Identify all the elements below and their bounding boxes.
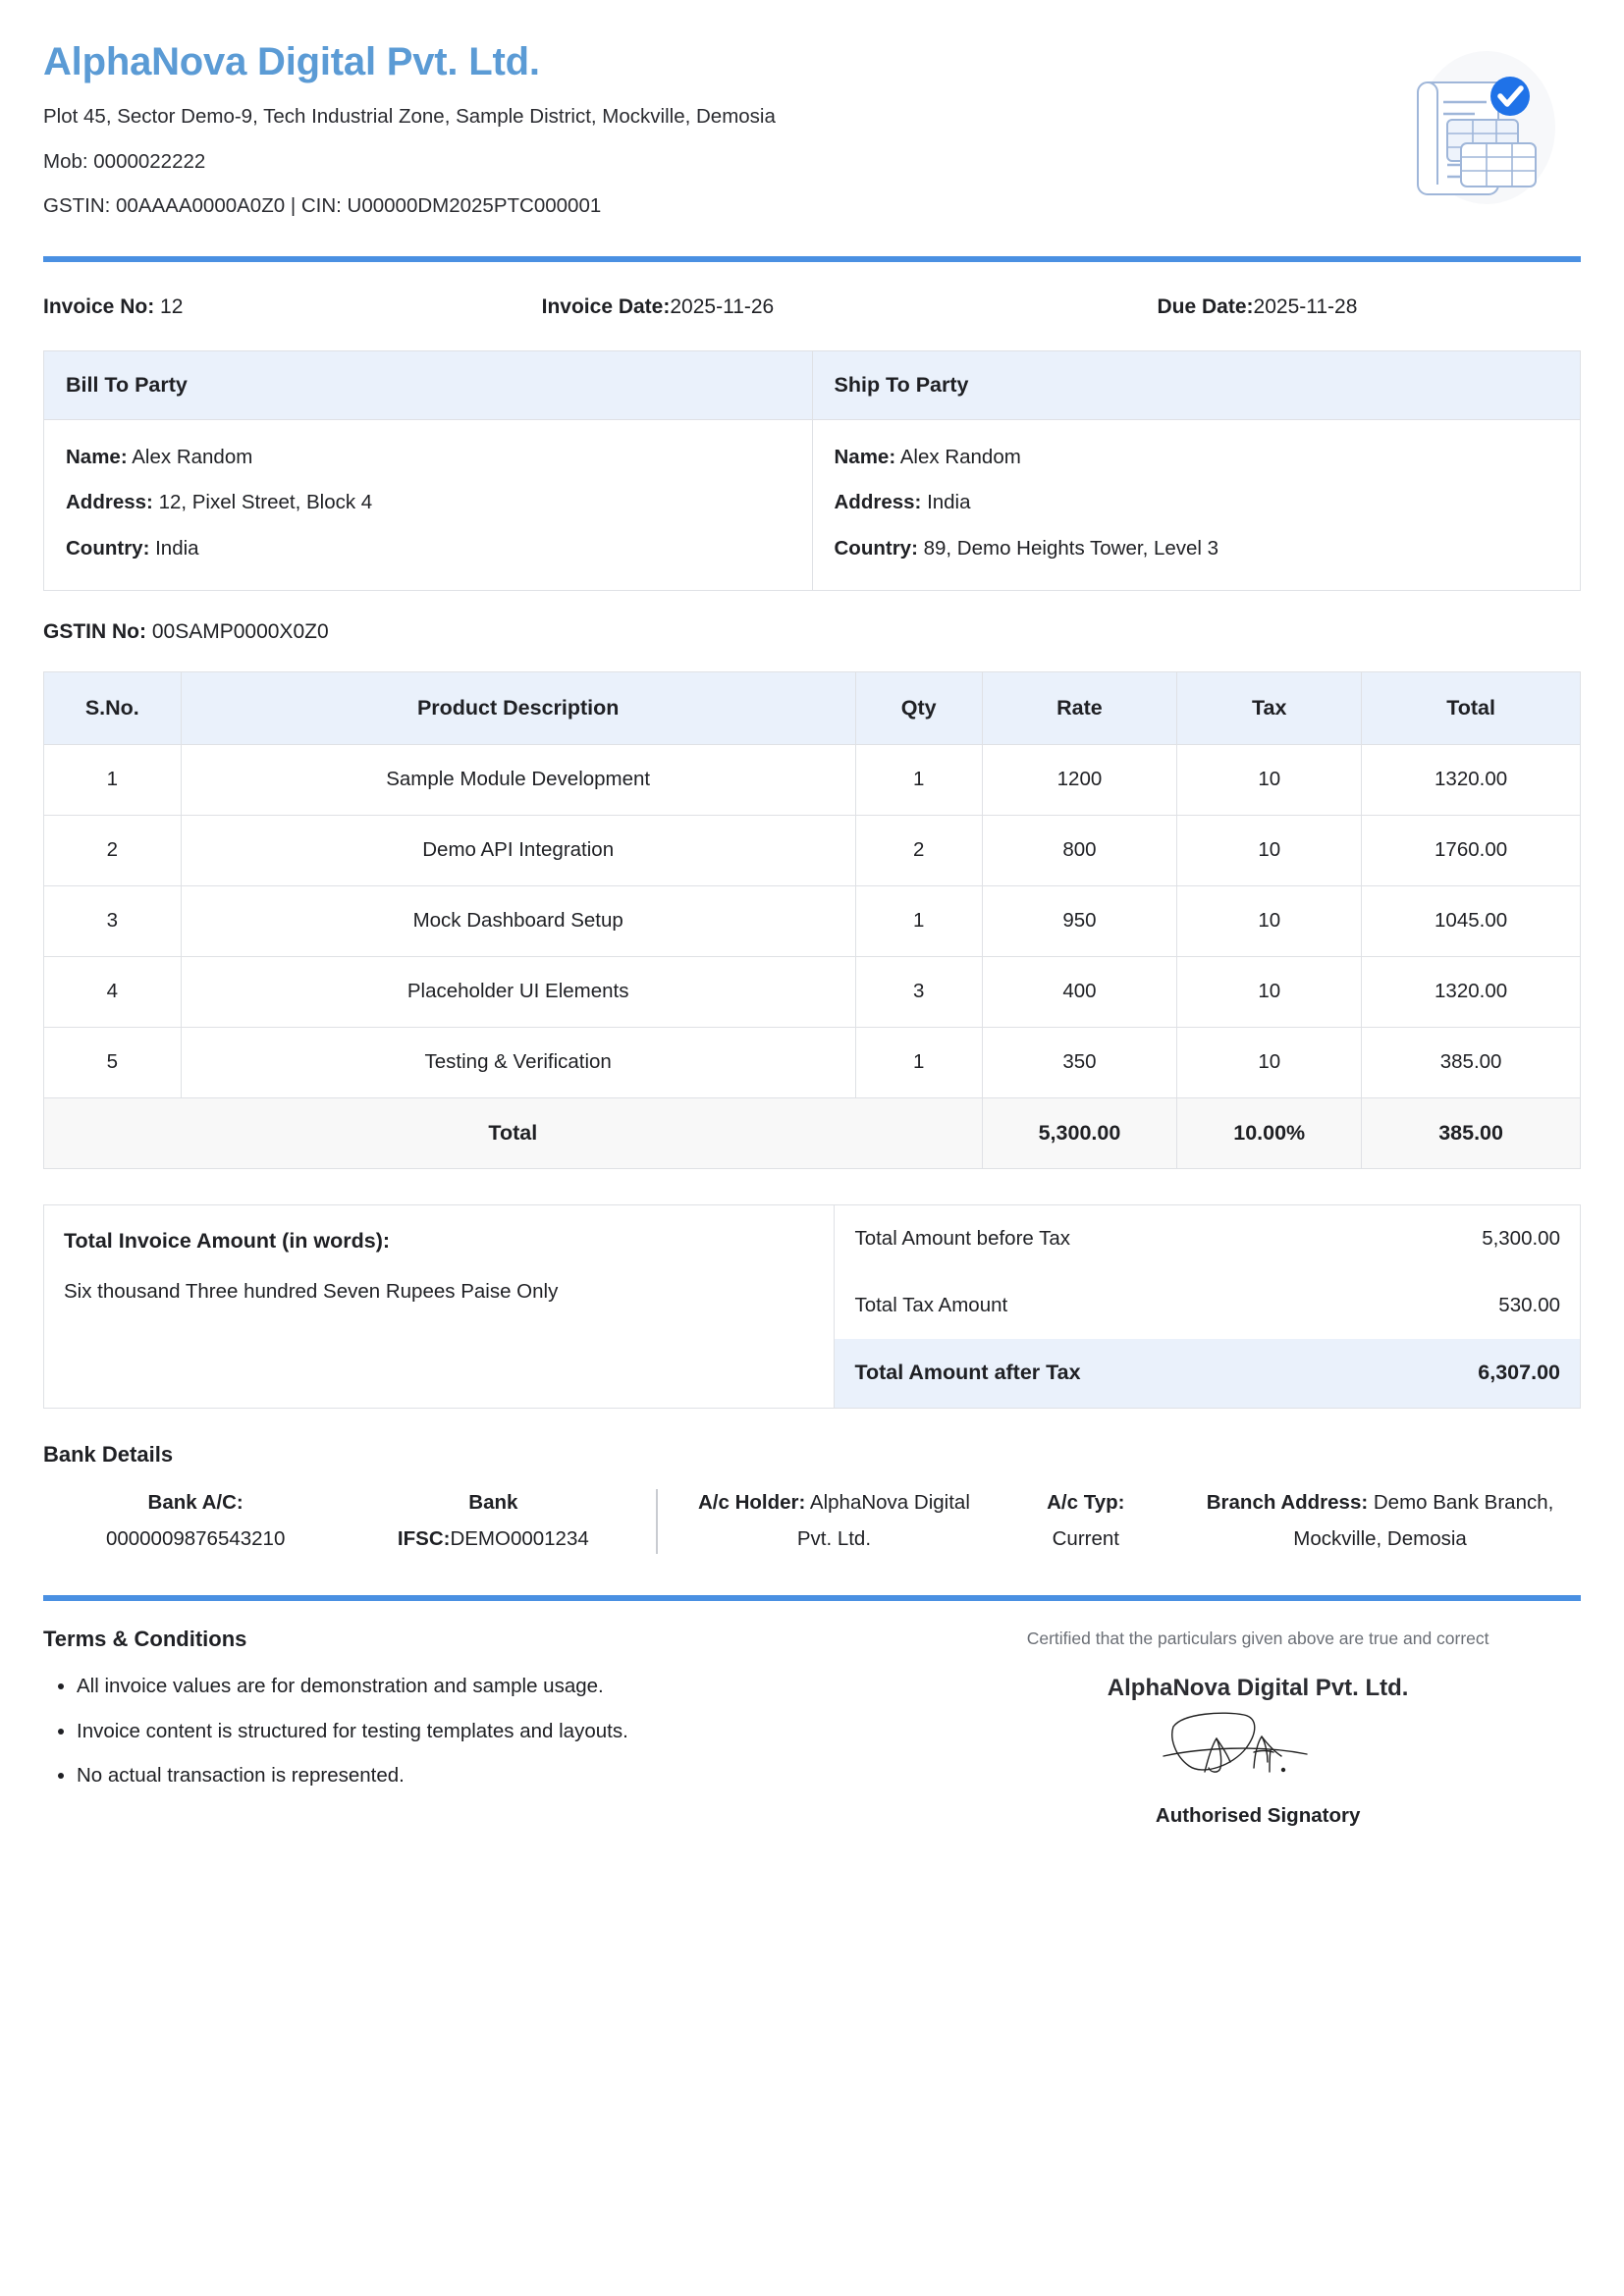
bank-ifsc	[348, 1489, 638, 1554]
bank-holder-label: A/c Holder:	[697, 1490, 806, 1514]
invoice-header	[39, 41, 1585, 219]
cell-qty: 1	[855, 744, 982, 815]
bank-branch	[1179, 1489, 1581, 1554]
bank-details	[43, 1489, 1581, 1554]
cell-total: 1320.00	[1362, 956, 1581, 1027]
bank-group-account	[43, 1489, 658, 1554]
invoice-number-label: Invoice No:	[43, 294, 155, 318]
cell-rate: 800	[982, 815, 1177, 885]
cell-sno: 3	[44, 885, 182, 956]
bank-account-value: 0000009876543210	[105, 1527, 286, 1551]
cell-total: 1045.00	[1362, 885, 1581, 956]
table-row	[44, 1027, 1581, 1097]
company-name: AlphaNova Digital Pvt. Ltd.	[43, 40, 540, 83]
line-items-table	[43, 671, 1581, 1169]
bill-to-country-label: Country:	[66, 536, 150, 560]
invoice-footer	[43, 1627, 1581, 1828]
col-header-desc: Product Description	[181, 671, 855, 744]
ship-to-header: Ship To Party	[812, 350, 1581, 419]
cell-sno: 1	[44, 744, 182, 815]
bill-to-name-label: Name:	[66, 445, 128, 468]
invoice-date-label: Invoice Date:	[541, 294, 671, 318]
bank-name-label: Bank	[468, 1490, 518, 1514]
amount-in-words-block	[44, 1205, 835, 1408]
amount-after-tax-value: 6,307.00	[1478, 1361, 1560, 1385]
ship-to-name-value: Alex Random	[899, 445, 1021, 468]
table-row	[44, 885, 1581, 956]
amount-after-tax-label: Total Amount after Tax	[854, 1361, 1081, 1385]
cell-rate: 950	[982, 885, 1177, 956]
amount-tax-value: 530.00	[1498, 1293, 1560, 1316]
bank-account-type-label: A/c Typ:	[1047, 1490, 1125, 1514]
bill-to-header: Bill To Party	[44, 350, 813, 419]
ship-to-name-label: Name:	[834, 445, 896, 468]
cell-total: 385.00	[1362, 1027, 1581, 1097]
cell-desc: Demo API Integration	[181, 815, 855, 885]
customer-gstin-value: 00SAMP0000X0Z0	[151, 619, 329, 643]
list-item: • All invoice values are for demonstration and sample usage.	[77, 1674, 935, 1699]
bank-branch-value-2: Mockville, Demosia	[1293, 1527, 1467, 1551]
ship-to-country	[835, 538, 1559, 561]
cell-total: 1760.00	[1362, 815, 1581, 885]
due-date-label: Due Date:	[1157, 294, 1254, 318]
due-date	[1120, 295, 1582, 319]
ship-to-address-label: Address:	[834, 491, 922, 514]
bill-to-name	[66, 447, 790, 469]
table-row	[44, 956, 1581, 1027]
cell-qty: 1	[855, 1027, 982, 1097]
col-header-sno: S.No.	[44, 671, 182, 744]
footer-divider	[43, 1595, 1581, 1601]
ship-to-country-value: 89, Demo Heights Tower, Level 3	[923, 536, 1219, 560]
col-header-qty: Qty	[855, 671, 982, 744]
terms-and-conditions	[43, 1627, 935, 1828]
cell-desc: Sample Module Development	[181, 744, 855, 815]
invoice-number-value: 12	[160, 294, 184, 318]
company-address: Plot 45, Sector Demo-9, Tech Industrial Zone, Sample District, Mockville, Demosia	[43, 105, 776, 128]
amount-in-words-value: Six thousand Three hundred Seven Rupees Paise Only	[64, 1279, 559, 1303]
company-mobile: Mob: 0000022222	[43, 149, 206, 173]
bill-to-name-value: Alex Random	[132, 445, 253, 468]
cell-total: 1320.00	[1362, 744, 1581, 815]
cell-tax: 10	[1177, 815, 1362, 885]
col-header-tax: Tax	[1177, 671, 1362, 744]
amount-tax-row	[835, 1272, 1580, 1339]
authorised-signatory-label: Authorised Signatory	[1155, 1803, 1361, 1827]
bank-account	[43, 1489, 348, 1554]
amount-before-tax-value: 5,300.00	[1482, 1226, 1560, 1250]
bill-to-country	[66, 538, 790, 561]
company-block	[39, 41, 1396, 219]
invoice-verified-icon	[1396, 41, 1573, 208]
bank-holder-value: AlphaNova Digital	[809, 1490, 970, 1514]
due-date-value: 2025-11-28	[1253, 294, 1358, 318]
bill-to-address-label: Address:	[66, 491, 153, 514]
signature-block	[935, 1627, 1581, 1828]
list-item: • No actual transaction is represented.	[77, 1763, 935, 1789]
amount-after-tax-row	[835, 1339, 1580, 1408]
bank-group-meta	[658, 1489, 1581, 1554]
cell-desc: Placeholder UI Elements	[181, 956, 855, 1027]
cell-rate: 1200	[982, 744, 1177, 815]
bill-to-address-value: 12, Pixel Street, Block 4	[158, 491, 373, 514]
party-table	[43, 350, 1581, 591]
cell-qty: 1	[855, 885, 982, 956]
terms-title: Terms & Conditions	[43, 1626, 247, 1651]
bank-branch-label: Branch Address:	[1206, 1490, 1369, 1514]
bill-to-country-value: India	[155, 536, 199, 560]
list-item: • Invoice content is structured for testing templates and layouts.	[77, 1719, 935, 1744]
items-total-rate: 5,300.00	[982, 1097, 1177, 1168]
items-total-row	[44, 1097, 1581, 1168]
handwritten-signature-icon	[935, 1708, 1581, 1794]
bank-ifsc-line	[353, 1525, 632, 1554]
cell-sno: 2	[44, 815, 182, 885]
table-row	[44, 744, 1581, 815]
bank-holder	[676, 1489, 992, 1554]
ship-to-address	[835, 492, 1559, 514]
terms-list	[43, 1674, 935, 1789]
ship-to-country-label: Country:	[834, 536, 918, 560]
bank-details-title: Bank Details	[43, 1441, 174, 1467]
col-header-rate: Rate	[982, 671, 1177, 744]
ship-to-address-value: India	[927, 491, 971, 514]
ship-to-cell	[812, 419, 1581, 590]
party-body-row	[44, 419, 1581, 590]
cell-qty: 2	[855, 815, 982, 885]
items-total-tax: 10.00%	[1177, 1097, 1362, 1168]
invoice-date	[542, 295, 1120, 319]
bill-to-cell	[44, 419, 813, 590]
bank-holder-value-2: Pvt. Ltd.	[796, 1527, 872, 1551]
bank-ifsc-value: DEMO0001234	[450, 1527, 589, 1551]
ship-to-name	[835, 447, 1559, 469]
cell-tax: 10	[1177, 1027, 1362, 1097]
amount-tax-label: Total Tax Amount	[854, 1293, 1008, 1316]
cell-tax: 10	[1177, 885, 1362, 956]
amount-before-tax-label: Total Amount before Tax	[854, 1226, 1071, 1250]
cell-rate: 350	[982, 1027, 1177, 1097]
amount-totals-block	[835, 1205, 1580, 1408]
cell-rate: 400	[982, 956, 1177, 1027]
amount-before-tax-row	[835, 1205, 1580, 1272]
amount-in-words-title: Total Invoice Amount (in words):	[64, 1228, 391, 1253]
signature-company-name: AlphaNova Digital Pvt. Ltd.	[1107, 1674, 1409, 1701]
customer-gstin-label: GSTIN No:	[43, 619, 146, 643]
col-header-total: Total	[1362, 671, 1581, 744]
items-header-row	[44, 671, 1581, 744]
bank-ifsc-label: IFSC:	[397, 1527, 451, 1551]
bank-branch-value: Demo Bank Branch,	[1373, 1490, 1554, 1514]
items-total-total: 385.00	[1362, 1097, 1581, 1168]
party-header-row	[44, 350, 1581, 419]
bill-to-address	[66, 492, 790, 514]
cell-sno: 4	[44, 956, 182, 1027]
company-tax-ids: GSTIN: 00AAAA0000A0Z0 | CIN: U00000DM2025PTC000001	[43, 194, 602, 218]
cell-desc: Mock Dashboard Setup	[181, 885, 855, 956]
bank-account-type-value: Current	[1052, 1527, 1119, 1551]
cell-desc: Testing & Verification	[181, 1027, 855, 1097]
bank-account-type	[992, 1489, 1179, 1554]
cell-tax: 10	[1177, 744, 1362, 815]
invoice-meta-row	[43, 295, 1581, 319]
bank-account-label: Bank A/C:	[147, 1490, 244, 1514]
cell-tax: 10	[1177, 956, 1362, 1027]
items-total-label: Total	[44, 1097, 983, 1168]
invoice-number	[43, 295, 542, 319]
invoice-date-value: 2025-11-26	[670, 294, 775, 318]
certified-statement: Certified that the particulars given above are true and correct	[1026, 1628, 1489, 1648]
cell-sno: 5	[44, 1027, 182, 1097]
customer-gstin	[43, 620, 1581, 644]
invoice-summary	[43, 1204, 1581, 1409]
cell-qty: 3	[855, 956, 982, 1027]
header-divider	[43, 256, 1581, 262]
table-row	[44, 815, 1581, 885]
